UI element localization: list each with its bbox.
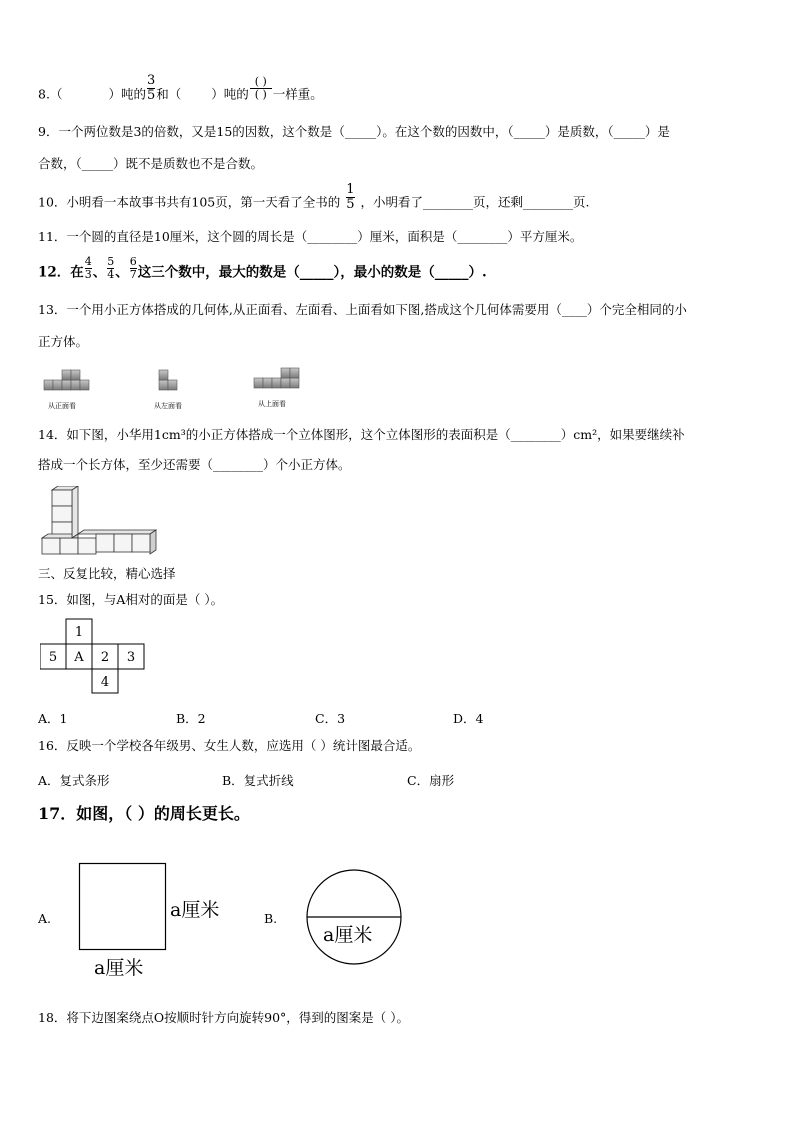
q17-option-b-label[interactable]: B. bbox=[264, 911, 278, 926]
question-13-line-1: 13．一个用小正方体搭成的几何体,从正面看、左面看、上面看如下图,搭成这个几何体需要用（____）个完全相同的小 bbox=[38, 302, 687, 317]
net-face-2: 2 bbox=[100, 650, 110, 665]
q8-fraction-2: $\frac{( )}{( )}$ bbox=[250, 76, 272, 100]
question-15: 15．如图，与A相对的面是（ ）。 bbox=[38, 592, 224, 607]
circle-diameter-label: a厘米 bbox=[323, 924, 373, 946]
question-10 bbox=[38, 182, 590, 212]
q12-text-2: 这三个数中，最大的数是（_____），最小的数是（_____）. bbox=[137, 264, 487, 281]
left-view-drawing bbox=[159, 370, 177, 390]
q17-circle-figure bbox=[303, 867, 407, 967]
question-13-line-2: 正方体。 bbox=[38, 334, 89, 349]
view-label-top: 从上面看 bbox=[258, 400, 286, 408]
q16-option-c[interactable]: C．扇形 bbox=[407, 773, 455, 788]
question-17: 17．如图，（ ）的周长更长。 bbox=[38, 804, 250, 823]
question-11: 11．一个圆的直径是10厘米，这个圆的周长是（________）厘米，面积是（________）平方厘米。 bbox=[38, 229, 583, 244]
q15-option-c[interactable]: C．3 bbox=[315, 711, 346, 726]
q17-option-a-label[interactable]: A. bbox=[38, 911, 52, 926]
q12-fraction-2: $\frac{5}{4}$ bbox=[107, 255, 115, 281]
square-side-label-bottom: a厘米 bbox=[94, 957, 144, 979]
q8-fraction-1: $\frac{3}{5}$ bbox=[146, 73, 156, 103]
q12-fraction-1: $\frac{4}{3}$ bbox=[84, 255, 92, 281]
q12-fraction-3: $\frac{6}{7}$ bbox=[129, 255, 137, 281]
q15-option-b[interactable]: B．2 bbox=[176, 711, 206, 726]
view-label-front: 从正面看 bbox=[48, 402, 76, 410]
q17-square-figure bbox=[78, 862, 238, 982]
question-16: 16．反映一个学校各年级男、女生人数，应选用（ ）统计图最合适。 bbox=[38, 738, 421, 753]
q13-three-views-figure bbox=[38, 364, 338, 416]
net-face-A: A bbox=[74, 650, 84, 665]
q8-number: 8. bbox=[38, 86, 50, 102]
q16-option-a[interactable]: A．复式条形 bbox=[38, 773, 110, 788]
q12-separator-1: 、 bbox=[92, 264, 107, 281]
section-3-title: 三、反复比较，精心选择 bbox=[38, 566, 176, 581]
q10-fraction: $\frac{1}{5}$ bbox=[346, 182, 355, 212]
question-9-line-2: 合数，（_____）既不是质数也不是合数。 bbox=[38, 156, 264, 171]
q8-text-4: ）吨的 bbox=[211, 86, 249, 102]
q10-text-2: ，小明看了________页，还剩________页. bbox=[360, 194, 590, 210]
front-view-drawing bbox=[44, 370, 89, 390]
q10-text-1: 10．小明看一本故事书共有105页，第一天看了全书的 bbox=[38, 194, 341, 210]
question-14-line-2: 搭成一个长方体，至少还需要（________）个小正方体。 bbox=[38, 457, 351, 472]
top-view-drawing bbox=[254, 368, 299, 388]
q15-option-a[interactable]: A．1 bbox=[38, 711, 68, 726]
question-9-line-1: 9．一个两位数是3的倍数，又是15的因数，这个数是（_____）。在这个数的因数中，（_____）是质数，（_____）是 bbox=[38, 124, 670, 139]
net-face-4: 4 bbox=[100, 675, 110, 690]
q12-separator-2: 、 bbox=[115, 264, 129, 281]
q8-text-2: ）吨的 bbox=[108, 86, 146, 102]
question-14-line-1: 14．如下图，小华用1cm³的小正方体搭成一个立体图形，这个立体图形的表面积是（________）cm²，如果要继续补 bbox=[38, 427, 685, 442]
net-face-1: 1 bbox=[74, 625, 84, 640]
q12-text-1: 12．在 bbox=[38, 264, 84, 281]
q14-cube-figure bbox=[38, 486, 163, 558]
question-8 bbox=[38, 73, 323, 103]
net-face-5: 5 bbox=[48, 650, 58, 665]
q8-text-3: 和（ bbox=[156, 86, 182, 102]
question-18: 18．将下边图案绕点O按顺时针方向旋转90°，得到的图案是（ ）。 bbox=[38, 1010, 410, 1025]
q8-text-1: （ bbox=[49, 86, 63, 102]
view-label-left: 从左面看 bbox=[154, 402, 182, 410]
q15-cube-net bbox=[40, 618, 150, 694]
q15-option-d[interactable]: D．4 bbox=[453, 711, 484, 726]
square-side-label-right: a厘米 bbox=[170, 899, 220, 921]
q16-option-b[interactable]: B．复式折线 bbox=[222, 773, 294, 788]
question-12 bbox=[38, 255, 487, 281]
net-face-3: 3 bbox=[126, 650, 136, 665]
q8-text-5: 一样重。 bbox=[272, 86, 323, 102]
